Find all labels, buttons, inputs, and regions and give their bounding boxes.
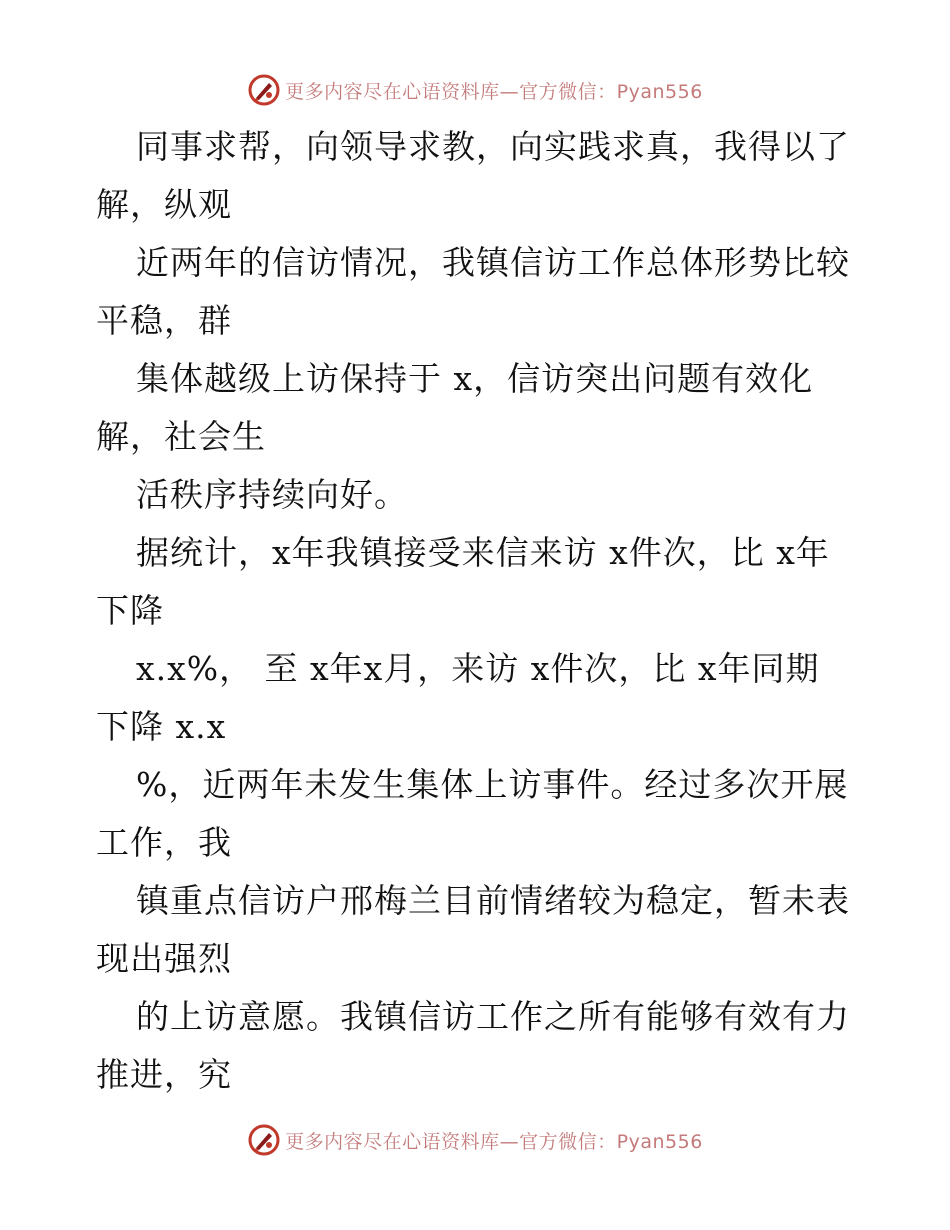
body-line: 集体越级上访保持于 x，信访突出问题有效化 (136, 359, 814, 398)
body-line: 活秩序持续向好。 (136, 475, 408, 514)
body-line: 镇重点信访户邢梅兰目前情绪较为稳定，暂未表 (136, 881, 850, 920)
body-line: 平稳，群 (96, 301, 232, 340)
pen-logo-icon (247, 73, 281, 107)
header-banner (0, 70, 950, 110)
header-banner-text: 更多内容尽在心语资料库—官方微信：Pyan556 (285, 80, 703, 103)
body-line: 现出强烈 (96, 939, 232, 978)
pen-logo-icon (247, 1123, 281, 1157)
body-line: 解，社会生 (96, 417, 266, 456)
footer-banner (0, 1120, 950, 1160)
body-line: %，近两年未发生集体上访事件。经过多次开展 (136, 765, 849, 804)
body-line: 推进，究 (96, 1055, 232, 1094)
body-line: 工作，我 (96, 823, 232, 862)
body-line: 的上访意愿。我镇信访工作之所有能够有效有力 (136, 997, 850, 1036)
body-text (96, 118, 876, 1104)
body-line: 解，纵观 (96, 185, 232, 224)
body-line: x.x%， 至 x年x月，来访 x件次，比 x年同期 (136, 649, 820, 688)
body-line: 据统计，x年我镇接受来信来访 x件次，比 x年 (136, 533, 830, 572)
footer-banner-text: 更多内容尽在心语资料库—官方微信：Pyan556 (285, 1130, 703, 1153)
body-line: 下降 x.x (96, 707, 227, 746)
body-line: 近两年的信访情况，我镇信访工作总体形势比较 (136, 243, 850, 282)
body-line: 同事求帮，向领导求教，向实践求真，我得以了 (136, 127, 850, 166)
body-line: 下降 (96, 591, 164, 630)
